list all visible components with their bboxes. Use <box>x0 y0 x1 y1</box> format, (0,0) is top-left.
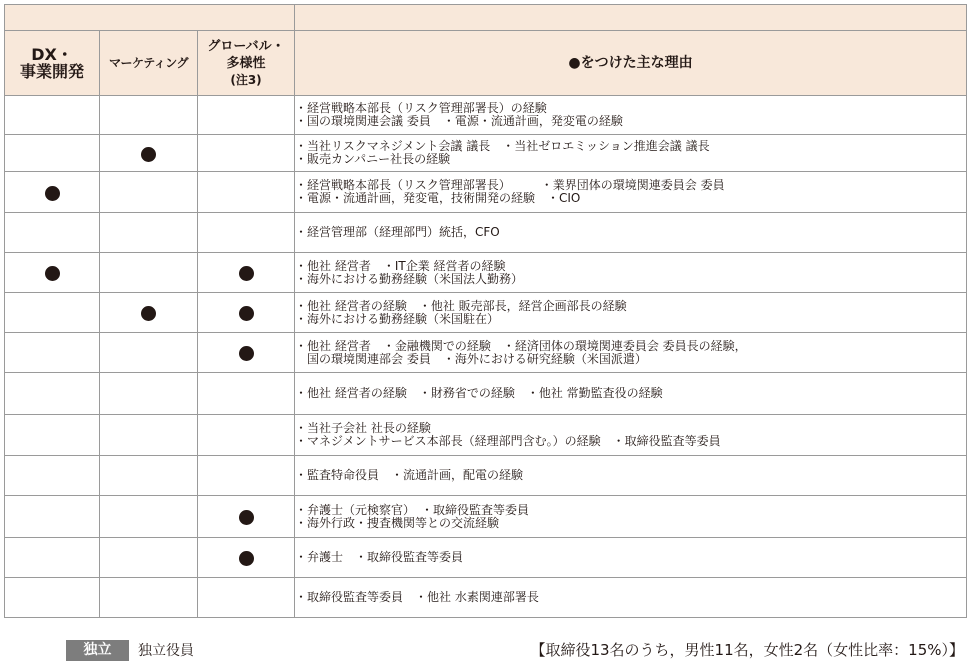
skills-matrix-container <box>4 4 966 618</box>
mark-cell-dx <box>5 578 100 618</box>
reason-line: 国の環境関連部会 委員 ・海外における研究経験（米国派遣） <box>295 351 647 366</box>
column-header-global-line1: グローバル・ <box>207 38 285 54</box>
filled-circle-icon <box>141 147 156 162</box>
column-header-global-note: (注3) <box>230 72 262 87</box>
mark-cell-mk <box>100 415 198 456</box>
mark-cell-gl <box>198 538 295 578</box>
reason-cell <box>295 538 967 578</box>
mark-cell-gl <box>198 253 295 293</box>
mark-cell-gl <box>198 135 295 172</box>
reason-line: ・販売カンパニー社長の経験 <box>295 152 451 166</box>
board-composition-summary: 【取締役13名のうち，男性11名，女性2名（女性比率：15%）】 <box>530 641 964 659</box>
mark-cell-mk <box>100 456 198 496</box>
reason-cell <box>295 415 967 456</box>
independent-badge-label: 独立役員 <box>138 643 194 659</box>
filled-circle-icon <box>239 306 254 321</box>
column-header-global <box>198 31 295 96</box>
filled-circle-icon <box>239 510 254 525</box>
filled-circle-icon <box>45 186 60 201</box>
reason-cell <box>295 213 967 253</box>
reason-cell <box>295 96 967 135</box>
reason-line: ・取締役監査等委員 ・他社 水素関連部署長 <box>295 590 539 604</box>
reason-line: ・海外における勤務経験（米国駐在） <box>295 311 500 326</box>
header-row <box>5 31 967 96</box>
column-header-dx <box>5 31 100 96</box>
reason-line: ・マネジメントサービス本部長（経理部門含む。）の経験 ・取締役監査等委員 <box>295 434 721 448</box>
reason-line: ・監査特命役員 ・流通計画，配電の経験 <box>295 468 524 482</box>
table-row <box>5 96 967 135</box>
reason-line: ・海外行政・捜査機関等との交流経験 <box>295 515 500 530</box>
mark-cell-gl <box>198 333 295 373</box>
table-row <box>5 213 967 253</box>
mark-cell-dx <box>5 172 100 213</box>
reason-line: ・他社 経営者の経験 ・他社 販売部長，経営企画部長の経験 <box>295 298 627 313</box>
column-header-dx-line2: 事業開発 <box>19 62 84 81</box>
mark-cell-mk <box>100 578 198 618</box>
mark-cell-dx <box>5 135 100 172</box>
footer <box>64 640 964 662</box>
filled-circle-icon <box>141 306 156 321</box>
mark-cell-mk <box>100 172 198 213</box>
column-header-marketing <box>100 31 198 96</box>
reason-line: ・他社 経営者 ・金融機関での経験 ・経済団体の環境関連委員会 委員長の経験， <box>295 338 747 353</box>
reason-line: ・経営管理部（経理部門）統括，CFO <box>295 225 500 239</box>
table-row <box>5 253 967 293</box>
mark-cell-gl <box>198 578 295 618</box>
table-row <box>5 135 967 172</box>
reason-line: ・電源・流通計画，発変電，技術開発の経験 ・CIO <box>295 191 581 205</box>
mark-cell-gl <box>198 496 295 538</box>
reason-cell <box>295 135 967 172</box>
reason-cell <box>295 373 967 415</box>
reason-cell <box>295 172 967 213</box>
filled-circle-icon <box>45 266 60 281</box>
filled-circle-icon <box>239 346 254 361</box>
mark-cell-dx <box>5 253 100 293</box>
filled-circle-icon <box>239 266 254 281</box>
reason-cell <box>295 333 967 373</box>
reason-line: ・他社 経営者の経験 ・財務省での経験 ・他社 常勤監査役の経験 <box>295 386 663 400</box>
mark-cell-dx <box>5 213 100 253</box>
header-top-right-cell <box>295 5 967 31</box>
mark-cell-mk <box>100 333 198 373</box>
mark-cell-mk <box>100 96 198 135</box>
reason-line: ・弁護士（元検察官） ・取締役監査等委員 <box>295 502 530 517</box>
mark-cell-dx <box>5 333 100 373</box>
reason-line: ・当社リスクマネジメント会議 議長 ・当社ゼロエミッション推進会議 議長 <box>295 139 710 153</box>
mark-cell-mk <box>100 538 198 578</box>
mark-cell-gl <box>198 172 295 213</box>
reason-cell <box>295 456 967 496</box>
reason-line: ・弁護士 ・取締役監査等委員 <box>295 550 464 564</box>
mark-cell-gl <box>198 415 295 456</box>
table-row <box>5 415 967 456</box>
reason-cell <box>295 496 967 538</box>
mark-cell-gl <box>198 456 295 496</box>
table-row <box>5 578 967 618</box>
skills-matrix-table <box>4 4 967 618</box>
mark-cell-mk <box>100 213 198 253</box>
column-header-dx-line1: DX・ <box>31 45 73 64</box>
mark-cell-dx <box>5 538 100 578</box>
column-header-reason <box>295 31 967 96</box>
table-row <box>5 538 967 578</box>
independent-badge: 独立 <box>66 640 129 661</box>
mark-cell-gl <box>198 96 295 135</box>
mark-cell-dx <box>5 415 100 456</box>
reason-cell <box>295 578 967 618</box>
mark-cell-dx <box>5 456 100 496</box>
reason-line: ・経営戦略本部長（リスク管理部署長） ・業界団体の環境関連委員会 委員 <box>295 178 725 192</box>
mark-cell-dx <box>5 373 100 415</box>
column-header-marketing-label: マーケティング <box>108 55 189 70</box>
table-row <box>5 373 967 415</box>
reason-cell <box>295 293 967 333</box>
mark-cell-mk <box>100 253 198 293</box>
table-row <box>5 456 967 496</box>
reason-line: ・海外における勤務経験（米国法人勤務） <box>295 271 524 286</box>
reason-line: ・他社 経営者 ・IT企業 経営者の経験 <box>295 258 506 273</box>
mark-cell-gl <box>198 373 295 415</box>
reason-line: ・国の環境関連会議 委員 ・電源・流通計画，発変電の経験 <box>295 114 623 128</box>
matrix-body <box>5 96 967 618</box>
header-top-band <box>5 5 967 31</box>
reason-line: ・当社子会社 社長の経験 <box>295 421 431 435</box>
table-row <box>5 293 967 333</box>
mark-cell-dx <box>5 293 100 333</box>
table-row <box>5 333 967 373</box>
header-top-left-cell <box>5 5 295 31</box>
mark-cell-mk <box>100 135 198 172</box>
column-header-reason-label: ●をつけた主な理由 <box>568 54 693 71</box>
mark-cell-dx <box>5 96 100 135</box>
mark-cell-dx <box>5 496 100 538</box>
column-header-global-line2: 多様性 <box>226 55 266 71</box>
mark-cell-mk <box>100 496 198 538</box>
table-row <box>5 496 967 538</box>
reason-line: ・経営戦略本部長（リスク管理部署長）の経験 <box>295 101 547 115</box>
table-row <box>5 172 967 213</box>
filled-circle-icon <box>239 551 254 566</box>
mark-cell-gl <box>198 213 295 253</box>
reason-cell <box>295 253 967 293</box>
mark-cell-gl <box>198 293 295 333</box>
mark-cell-mk <box>100 373 198 415</box>
mark-cell-mk <box>100 293 198 333</box>
